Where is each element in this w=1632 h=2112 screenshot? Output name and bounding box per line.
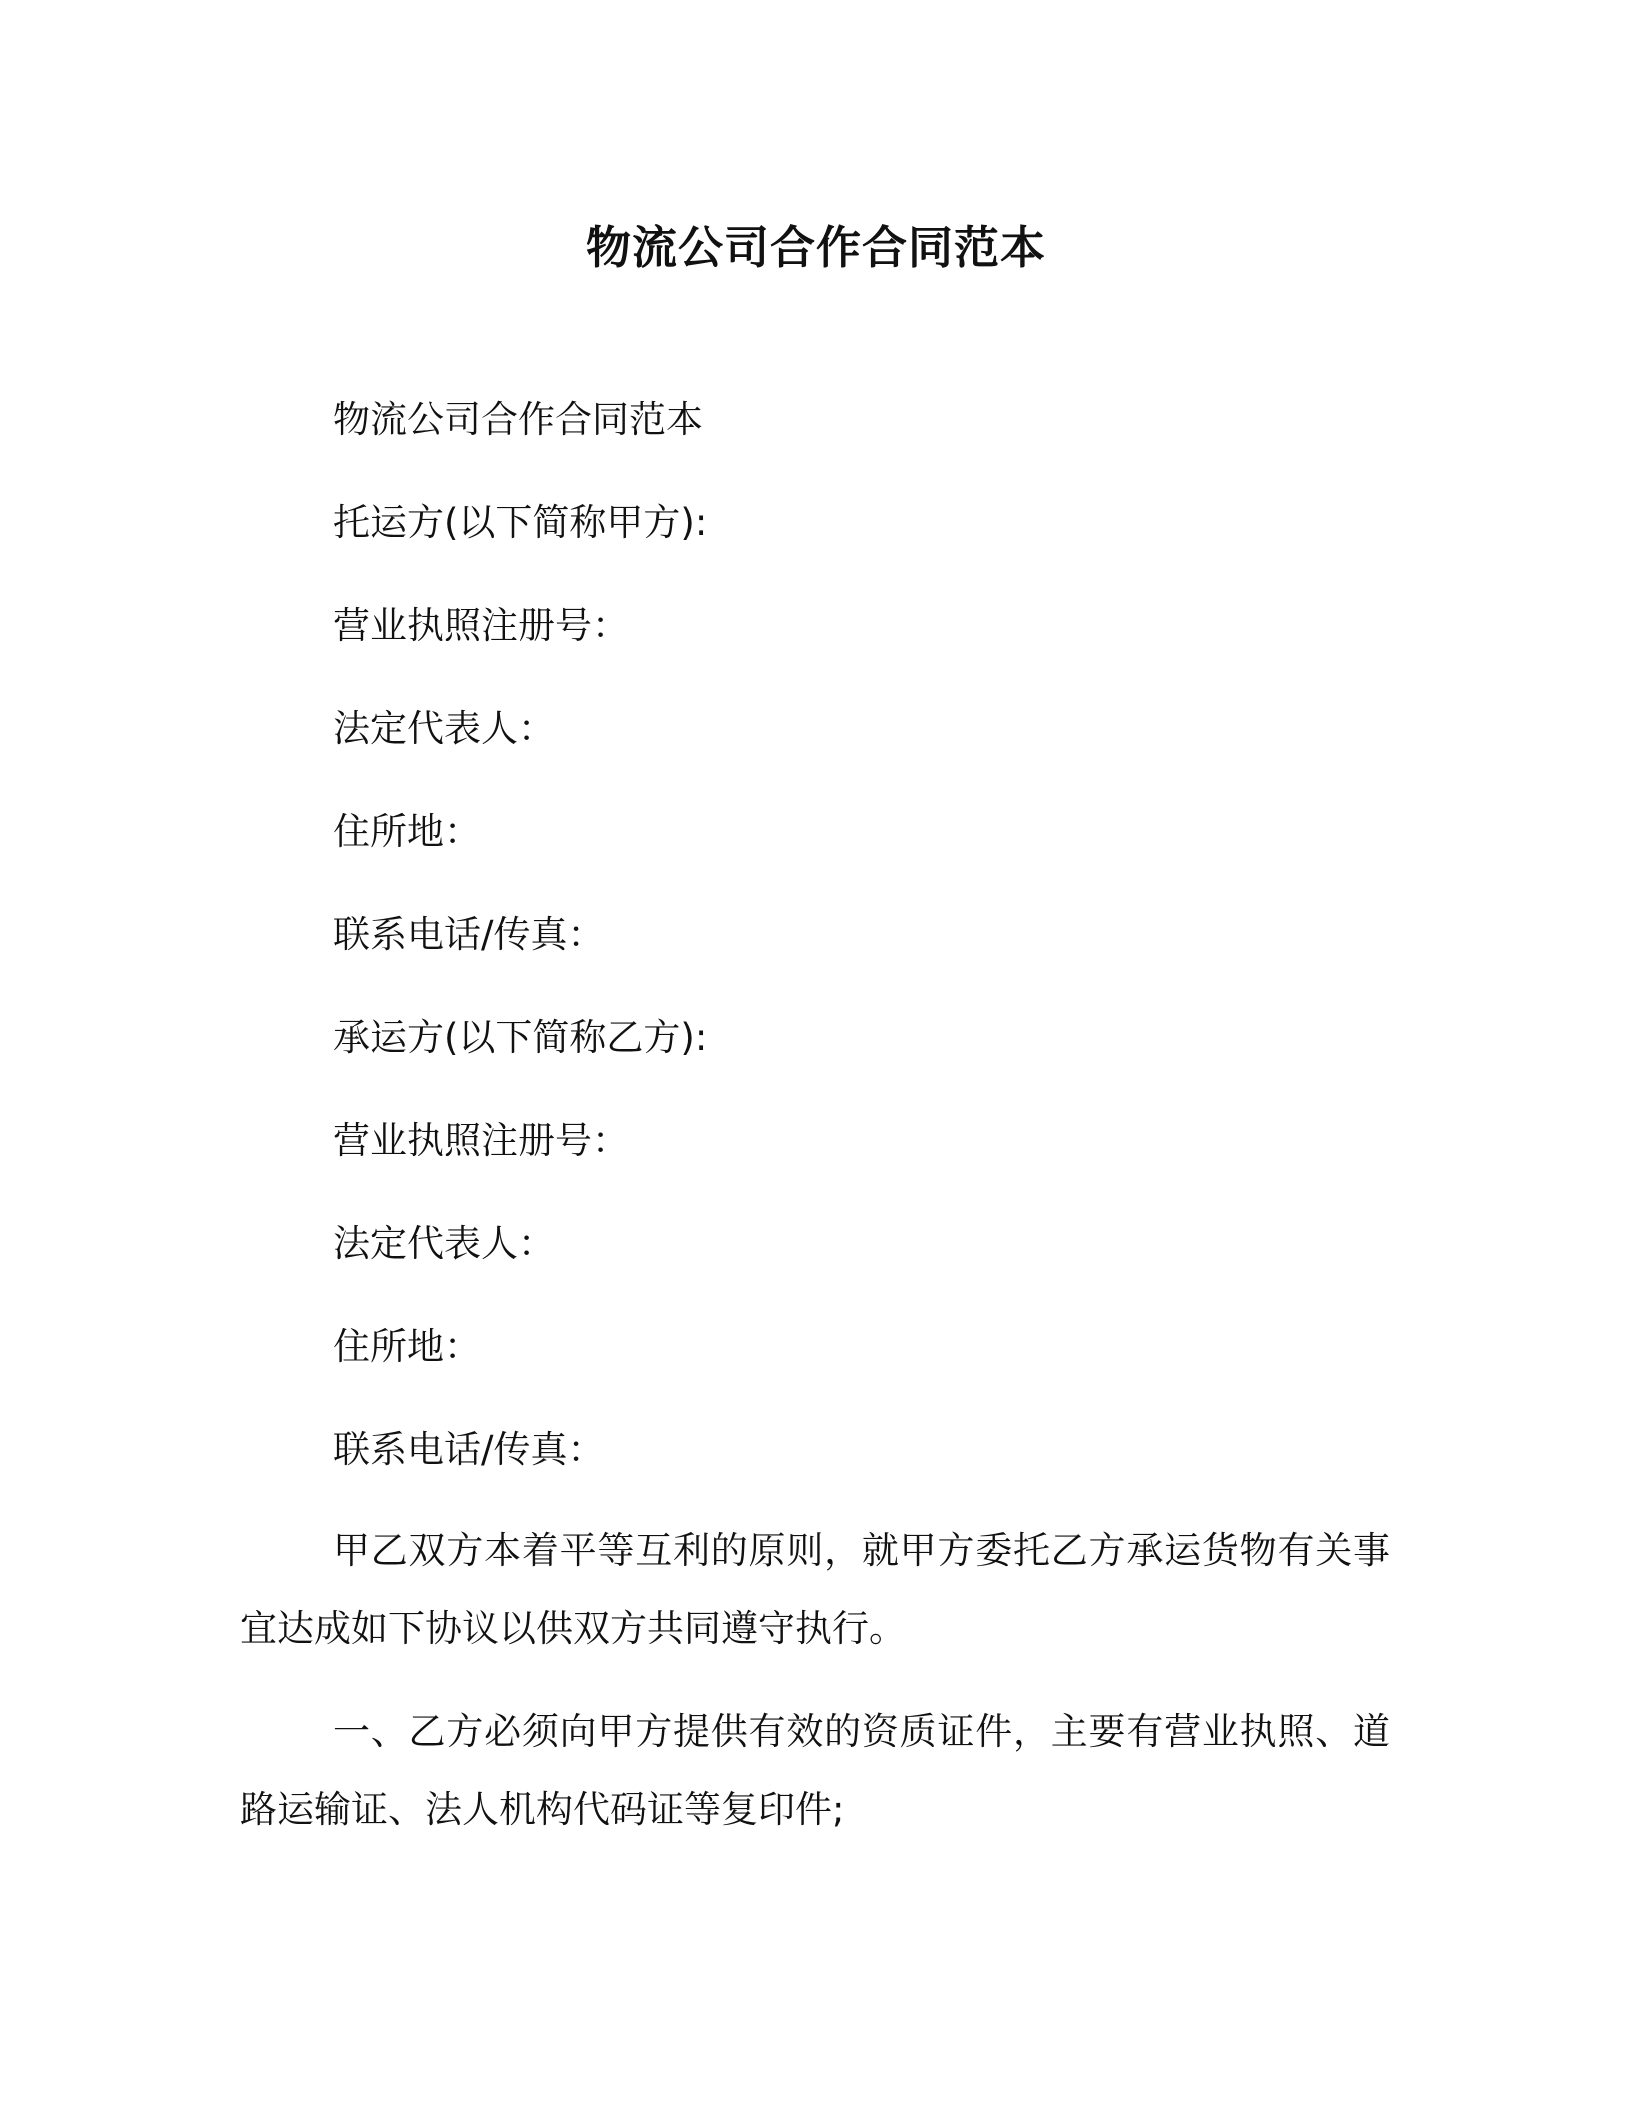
party-b-license-label: 营业执照注册号： (333, 1119, 629, 1162)
party-a-license-label: 营业执照注册号： (333, 604, 629, 647)
party-a-contact-label: 联系电话/传真： (333, 913, 605, 956)
party-b-address-label: 住所地： (333, 1325, 481, 1368)
document-subtitle: 物流公司合作合同范本 (333, 398, 703, 441)
party-b-heading: 承运方(以下简称乙方): (333, 1016, 708, 1059)
party-a-address-label: 住所地： (333, 810, 481, 853)
document-title: 物流公司合作合同范本 (585, 221, 1046, 274)
party-b-contact-label: 联系电话/传真： (333, 1428, 605, 1471)
preamble-paragraph: 甲乙双方本着平等互利的原则，就甲方委托乙方承运货物有关事宜达成如下协议以供双方共同遵守执行。 (240, 1529, 1390, 1650)
party-a-representative-label: 法定代表人： (333, 707, 555, 750)
party-b-representative-label: 法定代表人： (333, 1222, 555, 1265)
party-a-heading: 托运方(以下简称甲方): (333, 501, 708, 544)
clause-1-paragraph: 一、乙方必须向甲方提供有效的资质证件，主要有营业执照、道路运输证、法人机构代码证等复印件; (240, 1710, 1390, 1831)
